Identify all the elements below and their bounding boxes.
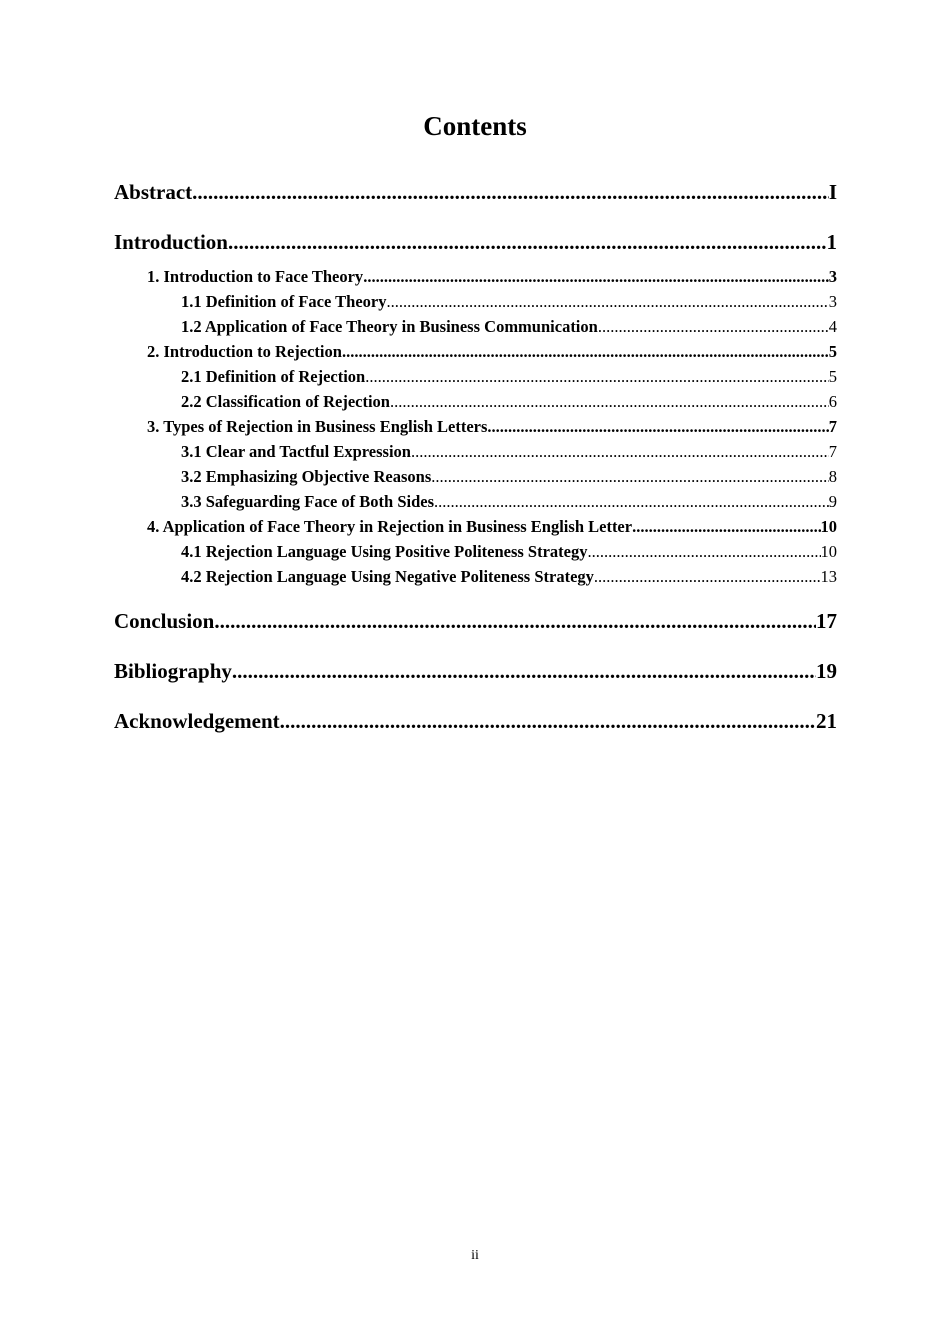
toc-entry-section-1-2[interactable] [114,314,837,339]
toc-entry-section-3-1[interactable] [114,439,837,464]
dot-leader [232,653,816,689]
toc-entry-label: Abstract [114,180,193,204]
dot-leader [228,224,827,260]
toc-entry-introduction[interactable] [114,224,837,260]
toc-entry-page: 6 [828,392,837,411]
dot-leader [434,489,829,514]
toc-entry-section-2-1[interactable] [114,364,837,389]
dot-leader [192,174,829,210]
toc-entry-label: 1.1 Definition of Face Theory [181,292,387,311]
footer-page-number: ii [471,1248,479,1263]
toc-entry-page: 4 [828,317,837,336]
toc-entry-page: 7 [828,417,837,436]
toc-entry-bibliography[interactable] [114,653,837,689]
toc-entry-label: 2.2 Classification of Rejection [181,392,390,411]
toc-entry-page: 3 [828,267,837,286]
toc-entry-label: 3.1 Clear and Tactful Expression [181,442,411,461]
toc-entry-page: 7 [828,442,837,461]
toc-entry-page: 17 [816,609,837,633]
dot-leader [411,439,829,464]
dot-leader [365,364,829,389]
toc-entry-page: 5 [828,342,837,361]
dot-leader [386,289,828,314]
dot-leader [588,539,821,564]
toc-entry-label: 2.1 Definition of Rejection [181,367,366,386]
toc-entry-label: 4.2 Rejection Language Using Negative Politeness Strategy [181,567,594,586]
dot-leader [632,514,820,539]
dot-leader [214,603,816,639]
toc-entry-abstract[interactable] [114,174,837,210]
toc-entry-label: Introduction [114,230,228,254]
toc-entry-page: 9 [828,492,837,511]
toc-entry-section-2-2[interactable] [114,389,837,414]
toc-entry-section-4-2[interactable] [114,564,837,589]
dot-leader [598,314,829,339]
table-of-contents [114,174,837,753]
dot-leader [487,414,828,439]
toc-entry-section-3[interactable] [114,414,837,439]
toc-entry-page: 1 [826,230,837,254]
toc-entry-page: 21 [816,709,837,733]
toc-entry-section-2[interactable] [114,339,837,364]
toc-entry-label: 3.3 Safeguarding Face of Both Sides [181,492,435,511]
page-title: Contents [423,111,527,141]
toc-entry-section-4[interactable] [114,514,837,539]
toc-entry-conclusion[interactable] [114,603,837,639]
toc-entry-page: 3 [828,292,837,311]
toc-entry-label: Bibliography [114,659,232,683]
toc-entry-label: 4.1 Rejection Language Using Positive Politeness Strategy [181,542,588,561]
dot-leader [342,339,829,364]
toc-entry-label: 3. Types of Rejection in Business English Letters [147,417,488,436]
toc-entry-page: 19 [816,659,837,683]
toc-entry-section-3-3[interactable] [114,489,837,514]
toc-entry-page: 5 [828,367,837,386]
toc-entry-label: Conclusion [114,609,215,633]
toc-entry-label: Acknowledgement [114,709,280,733]
dot-leader [280,703,816,739]
toc-entry-section-3-2[interactable] [114,464,837,489]
toc-entry-page: I [828,180,837,204]
dot-leader [594,564,821,589]
toc-entry-label: 1. Introduction to Face Theory [147,267,364,286]
dot-leader [363,264,829,289]
toc-entry-page: 10 [820,517,837,536]
toc-entry-page: 13 [820,567,837,586]
toc-entry-page: 8 [828,467,837,486]
toc-entry-label: 4. Application of Face Theory in Rejection in Business English Letter [147,517,633,536]
toc-entry-label: 3.2 Emphasizing Objective Reasons [181,467,432,486]
toc-entry-section-1[interactable] [114,264,837,289]
toc-entry-acknowledgement[interactable] [114,703,837,739]
toc-entry-section-1-1[interactable] [114,289,837,314]
dot-leader [431,464,828,489]
toc-entry-page: 10 [820,542,837,561]
toc-entry-section-4-1[interactable] [114,539,837,564]
toc-entry-label: 2. Introduction to Rejection [147,342,342,361]
dot-leader [390,389,829,414]
toc-entry-label: 1.2 Application of Face Theory in Business Communication [181,317,598,336]
